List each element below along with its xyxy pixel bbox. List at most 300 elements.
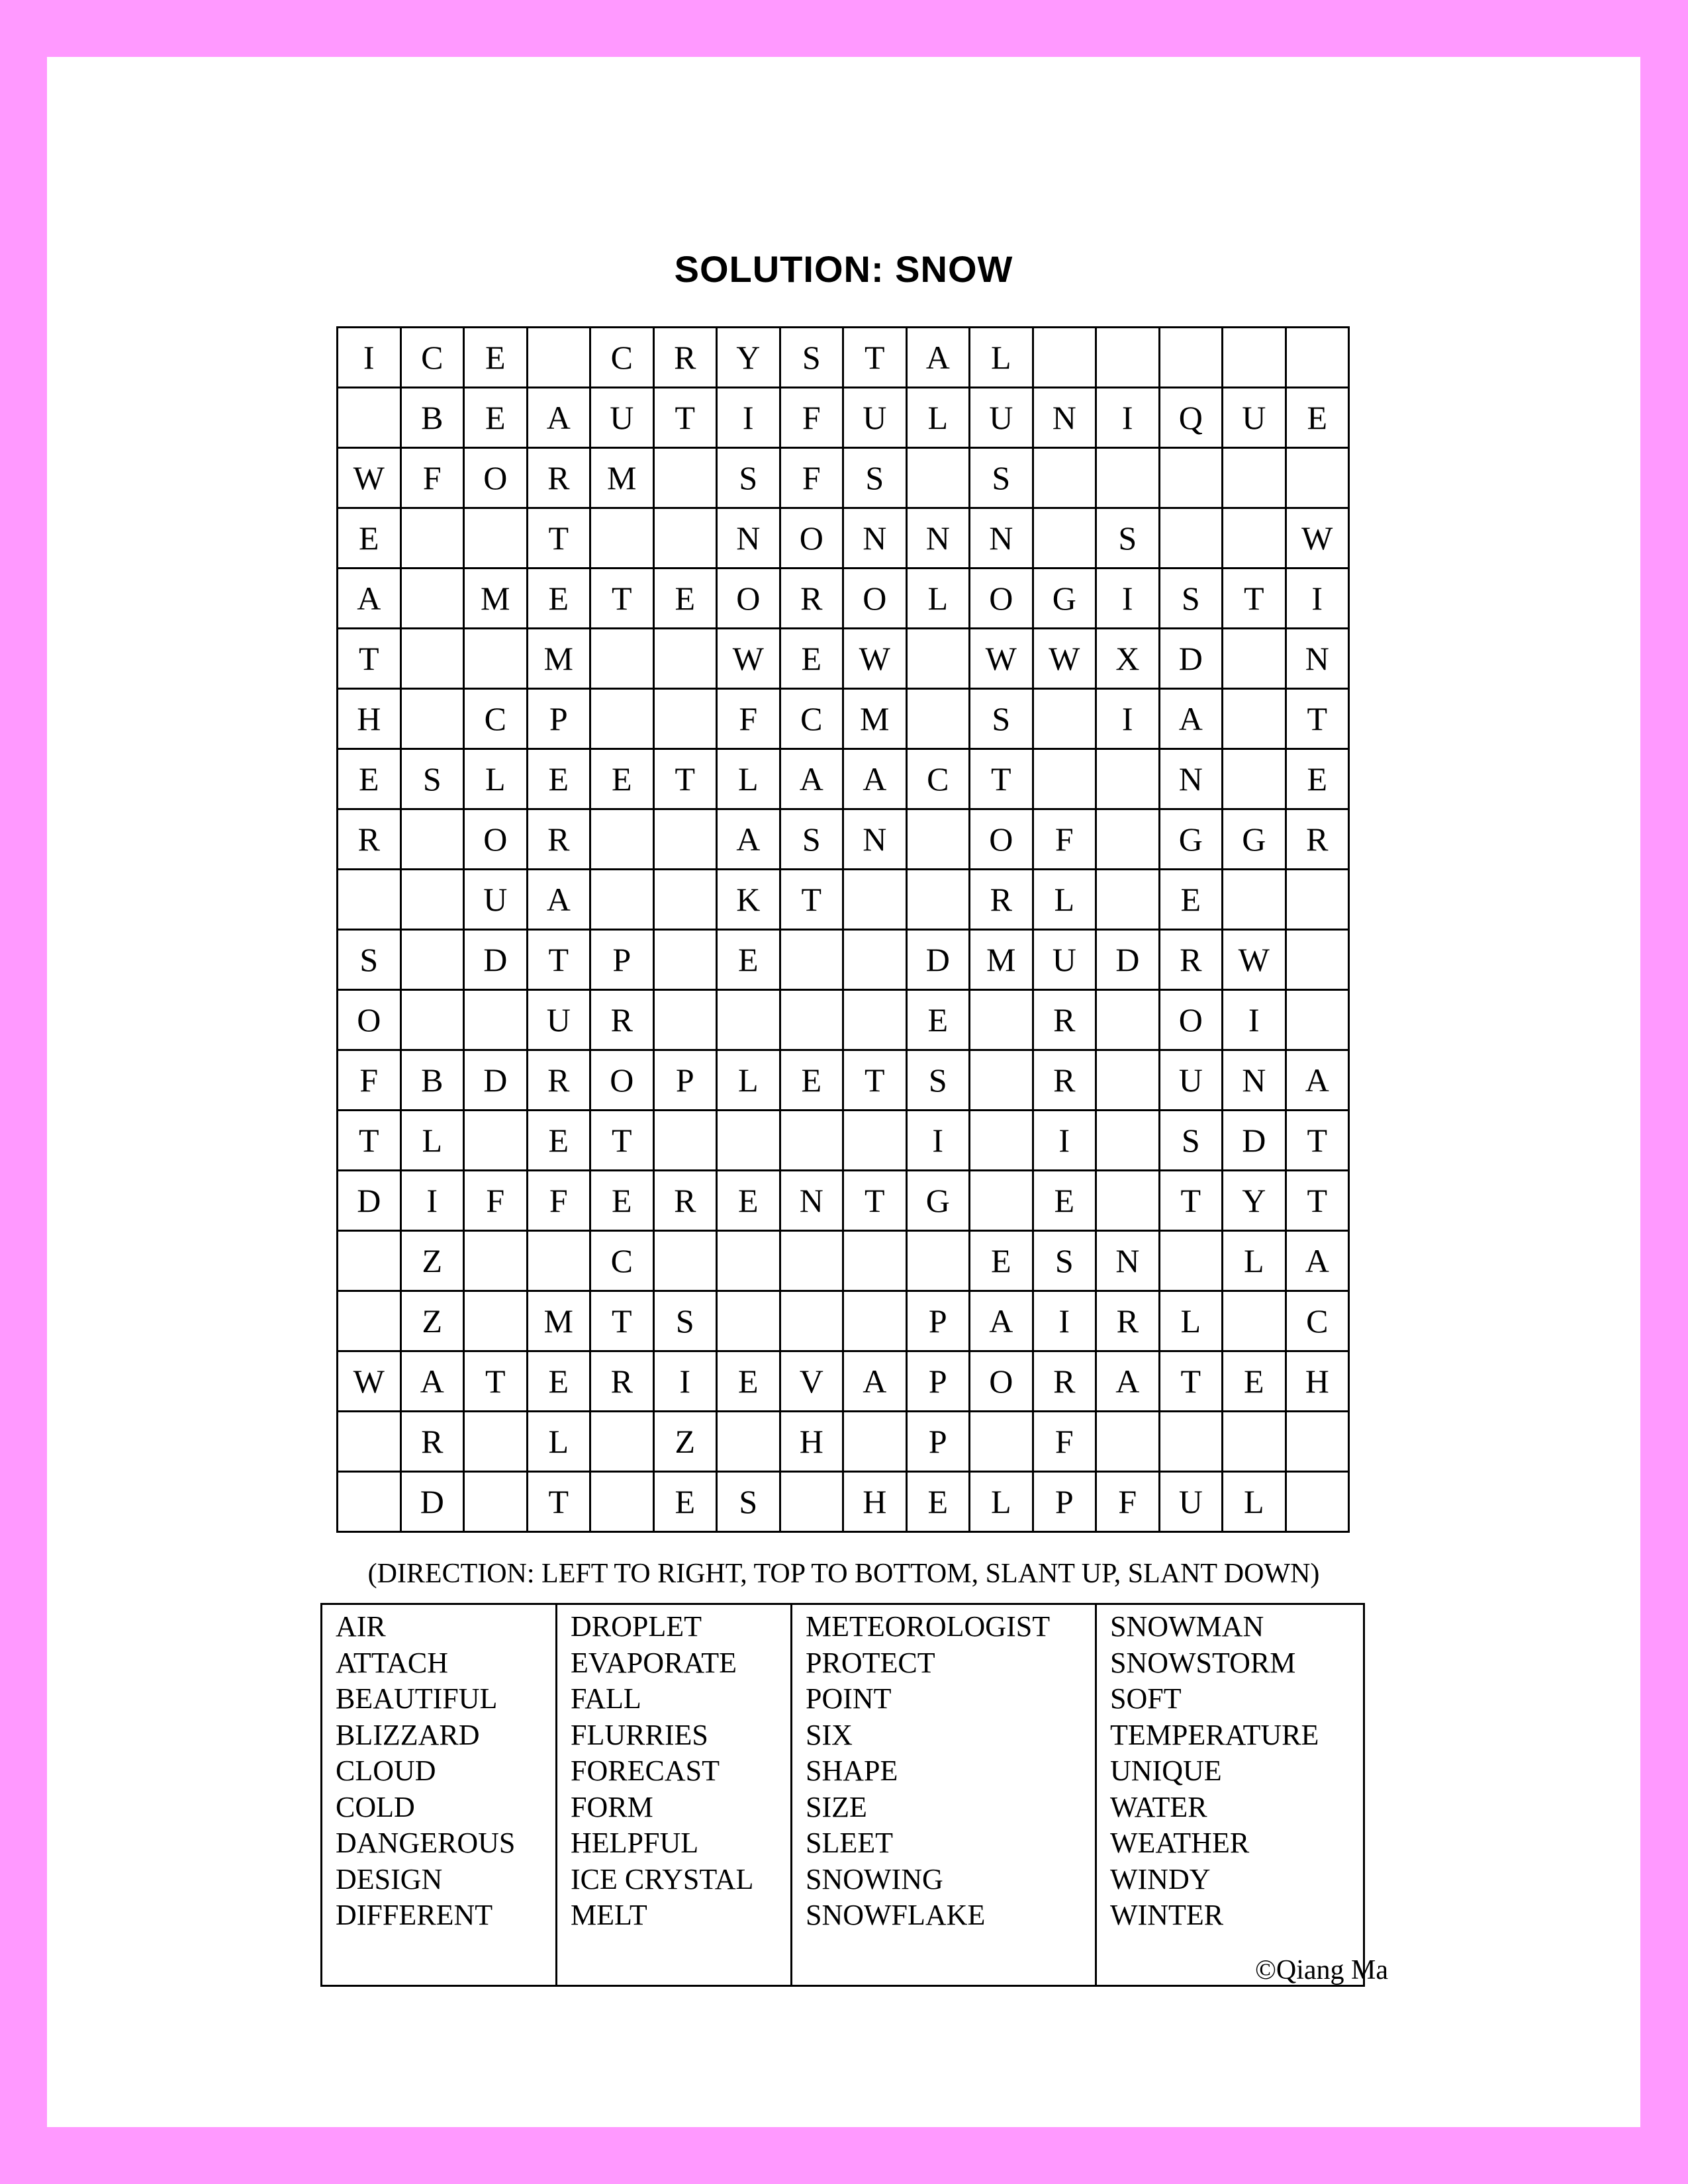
grid-cell: [655, 509, 718, 569]
grid-cell: [338, 1292, 402, 1352]
grid-cell: E: [718, 931, 781, 991]
grid-cell: L: [970, 328, 1034, 388]
grid-cell: A: [528, 870, 592, 931]
grid-cell: T: [591, 1111, 655, 1171]
grid-cell: U: [1034, 931, 1098, 991]
grid-cell: R: [402, 1412, 465, 1473]
grid-cell: K: [718, 870, 781, 931]
grid-cell: S: [781, 328, 845, 388]
direction-note: (DIRECTION: LEFT TO RIGHT, TOP TO BOTTOM, SLANT UP, SLANT DOWN): [367, 1559, 1320, 1589]
grid-cell: I: [338, 328, 402, 388]
grid-cell: S: [1160, 569, 1224, 629]
grid-cell: A: [844, 750, 908, 810]
grid-cell: D: [465, 931, 528, 991]
word-list-item: SIZE: [806, 1790, 867, 1823]
grid-cell: N: [844, 810, 908, 870]
grid-cell: [1097, 870, 1160, 931]
grid-cell: R: [1034, 1051, 1098, 1111]
grid-cell: O: [844, 569, 908, 629]
grid-cell: E: [528, 1352, 592, 1412]
grid-cell: M: [844, 690, 908, 750]
grid-cell: G: [1223, 810, 1287, 870]
grid-cell: [1223, 1292, 1287, 1352]
grid-cell: [1097, 328, 1160, 388]
word-list-item: FORM: [571, 1790, 653, 1823]
grid-cell: E: [781, 629, 845, 690]
grid-cell: [781, 1232, 845, 1292]
word-list-item: FLURRIES: [571, 1718, 708, 1751]
grid-cell: E: [338, 750, 402, 810]
grid-cell: C: [908, 750, 971, 810]
grid-cell: R: [655, 1171, 718, 1232]
grid-cell: R: [528, 449, 592, 509]
grid-cell: [528, 1232, 592, 1292]
word-list-item: MELT: [571, 1899, 647, 1931]
grid-cell: O: [970, 1352, 1034, 1412]
grid-cell: E: [908, 1473, 971, 1533]
word-list-column: [792, 1605, 1097, 1985]
grid-cell: [1287, 1473, 1350, 1533]
word-list-item: COLD: [336, 1790, 415, 1823]
grid-cell: C: [591, 1232, 655, 1292]
grid-cell: I: [1034, 1111, 1098, 1171]
grid-cell: [465, 1232, 528, 1292]
grid-cell: A: [844, 1352, 908, 1412]
grid-cell: [465, 1412, 528, 1473]
grid-cell: F: [528, 1171, 592, 1232]
grid-cell: A: [908, 328, 971, 388]
grid-cell: [655, 1232, 718, 1292]
grid-cell: Z: [402, 1292, 465, 1352]
word-list-item: SNOWSTORM: [1110, 1646, 1296, 1679]
grid-cell: O: [781, 509, 845, 569]
grid-cell: [655, 449, 718, 509]
word-list-item: SIX: [806, 1718, 853, 1751]
grid-cell: D: [1097, 931, 1160, 991]
grid-cell: [1223, 1412, 1287, 1473]
grid-cell: [338, 870, 402, 931]
grid-cell: [908, 690, 971, 750]
grid-cell: T: [591, 1292, 655, 1352]
grid-cell: I: [1287, 569, 1350, 629]
grid-cell: T: [655, 750, 718, 810]
grid-cell: O: [465, 810, 528, 870]
grid-cell: M: [528, 629, 592, 690]
grid-cell: N: [1097, 1232, 1160, 1292]
grid-cell: [655, 870, 718, 931]
grid-cell: [970, 1051, 1034, 1111]
grid-cell: O: [465, 449, 528, 509]
grid-cell: C: [591, 328, 655, 388]
grid-cell: E: [718, 1352, 781, 1412]
grid-cell: [402, 810, 465, 870]
word-list-column: [1097, 1605, 1363, 1985]
grid-cell: [655, 810, 718, 870]
grid-cell: U: [528, 991, 592, 1051]
grid-cell: E: [465, 328, 528, 388]
grid-cell: [1097, 449, 1160, 509]
grid-cell: D: [1223, 1111, 1287, 1171]
word-list-item: DESIGN: [336, 1862, 443, 1895]
grid-cell: T: [844, 1051, 908, 1111]
grid-cell: F: [781, 449, 845, 509]
word-list-item: AIR: [336, 1610, 386, 1643]
word-list-item: METEOROLOGIST: [806, 1610, 1051, 1643]
grid-cell: [844, 1232, 908, 1292]
grid-cell: T: [781, 870, 845, 931]
grid-cell: W: [1223, 931, 1287, 991]
grid-cell: H: [1287, 1352, 1350, 1412]
grid-cell: [1223, 328, 1287, 388]
grid-cell: T: [338, 629, 402, 690]
grid-cell: [591, 690, 655, 750]
grid-cell: E: [591, 1171, 655, 1232]
grid-cell: O: [1160, 991, 1224, 1051]
grid-cell: B: [402, 1051, 465, 1111]
word-list-item: SLEET: [806, 1827, 893, 1859]
grid-cell: T: [1160, 1171, 1224, 1232]
grid-cell: I: [1097, 388, 1160, 449]
word-list-item: ATTACH: [336, 1646, 449, 1679]
grid-cell: L: [970, 1473, 1034, 1533]
grid-cell: E: [1160, 870, 1224, 931]
grid-cell: E: [781, 1051, 845, 1111]
grid-cell: P: [908, 1292, 971, 1352]
grid-cell: T: [528, 509, 592, 569]
grid-cell: N: [1223, 1051, 1287, 1111]
grid-cell: Z: [655, 1412, 718, 1473]
grid-cell: R: [1160, 931, 1224, 991]
grid-cell: [1287, 1412, 1350, 1473]
grid-cell: C: [402, 328, 465, 388]
grid-cell: F: [465, 1171, 528, 1232]
grid-cell: E: [1287, 750, 1350, 810]
grid-cell: F: [402, 449, 465, 509]
grid-cell: N: [1160, 750, 1224, 810]
grid-cell: [1223, 509, 1287, 569]
grid-cell: [1160, 449, 1224, 509]
grid-cell: C: [465, 690, 528, 750]
grid-cell: [402, 509, 465, 569]
grid-cell: U: [465, 870, 528, 931]
grid-cell: T: [844, 1171, 908, 1232]
grid-cell: U: [1223, 388, 1287, 449]
grid-cell: [465, 1292, 528, 1352]
grid-cell: [465, 1473, 528, 1533]
grid-cell: [591, 1412, 655, 1473]
word-list-item: ICE CRYSTAL: [571, 1862, 754, 1895]
grid-cell: Q: [1160, 388, 1224, 449]
grid-cell: [1034, 750, 1098, 810]
grid-cell: P: [655, 1051, 718, 1111]
word-list-table: [320, 1603, 1365, 1987]
copyright: ©Qiang Ma: [1255, 1955, 1389, 1985]
grid-cell: [1160, 1412, 1224, 1473]
grid-cell: [402, 931, 465, 991]
grid-cell: Y: [718, 328, 781, 388]
grid-cell: [591, 629, 655, 690]
grid-cell: T: [1287, 1171, 1350, 1232]
grid-cell: [908, 449, 971, 509]
grid-cell: [1097, 991, 1160, 1051]
grid-cell: P: [528, 690, 592, 750]
grid-cell: S: [1160, 1111, 1224, 1171]
grid-cell: A: [1287, 1232, 1350, 1292]
grid-cell: [1223, 449, 1287, 509]
grid-cell: R: [528, 1051, 592, 1111]
grid-cell: [1034, 449, 1098, 509]
grid-cell: [338, 1232, 402, 1292]
grid-cell: [591, 1473, 655, 1533]
grid-cell: T: [528, 1473, 592, 1533]
grid-cell: L: [718, 1051, 781, 1111]
grid-cell: U: [1160, 1473, 1224, 1533]
grid-cell: F: [1034, 1412, 1098, 1473]
word-list-item: BEAUTIFUL: [336, 1682, 498, 1715]
word-list-item: CLOUD: [336, 1754, 436, 1787]
grid-cell: [1223, 629, 1287, 690]
grid-cell: E: [1223, 1352, 1287, 1412]
grid-cell: A: [1160, 690, 1224, 750]
grid-cell: R: [781, 569, 845, 629]
word-list-item: PROTECT: [806, 1646, 935, 1679]
grid-cell: [1223, 870, 1287, 931]
grid-cell: A: [528, 388, 592, 449]
grid-cell: L: [1223, 1473, 1287, 1533]
grid-cell: S: [718, 1473, 781, 1533]
grid-cell: E: [465, 388, 528, 449]
grid-cell: L: [908, 569, 971, 629]
word-list-item: EVAPORATE: [571, 1646, 737, 1679]
grid-cell: U: [844, 388, 908, 449]
grid-cell: W: [338, 1352, 402, 1412]
grid-cell: P: [908, 1352, 971, 1412]
grid-cell: [718, 1232, 781, 1292]
grid-cell: L: [908, 388, 971, 449]
grid-cell: [1097, 1412, 1160, 1473]
grid-cell: F: [781, 388, 845, 449]
grid-cell: L: [465, 750, 528, 810]
word-list-item: HELPFUL: [571, 1827, 699, 1859]
grid-cell: B: [402, 388, 465, 449]
worksheet-page: [47, 57, 1640, 2127]
grid-cell: C: [1287, 1292, 1350, 1352]
grid-cell: R: [591, 1352, 655, 1412]
grid-cell: [908, 870, 971, 931]
grid-cell: L: [1223, 1232, 1287, 1292]
grid-cell: [1097, 1111, 1160, 1171]
grid-cell: M: [465, 569, 528, 629]
grid-cell: R: [1287, 810, 1350, 870]
grid-cell: O: [591, 1051, 655, 1111]
grid-cell: [718, 1292, 781, 1352]
grid-cell: W: [718, 629, 781, 690]
grid-cell: R: [338, 810, 402, 870]
grid-cell: [591, 810, 655, 870]
grid-cell: [402, 870, 465, 931]
grid-cell: O: [970, 569, 1034, 629]
grid-cell: [1160, 328, 1224, 388]
grid-cell: A: [970, 1292, 1034, 1352]
grid-cell: [844, 931, 908, 991]
word-list-item: SNOWMAN: [1110, 1610, 1264, 1643]
grid-cell: [465, 991, 528, 1051]
grid-cell: [844, 1412, 908, 1473]
grid-cell: N: [718, 509, 781, 569]
grid-cell: R: [591, 991, 655, 1051]
grid-cell: [1287, 328, 1350, 388]
grid-cell: [655, 931, 718, 991]
grid-cell: T: [465, 1352, 528, 1412]
grid-cell: A: [781, 750, 845, 810]
grid-cell: [844, 1111, 908, 1171]
grid-cell: [781, 931, 845, 991]
grid-cell: I: [1034, 1292, 1098, 1352]
grid-cell: E: [338, 509, 402, 569]
grid-cell: [655, 991, 718, 1051]
grid-cell: S: [718, 449, 781, 509]
grid-cell: E: [655, 1473, 718, 1533]
grid-cell: L: [1034, 870, 1098, 931]
word-list-item: SNOWFLAKE: [806, 1899, 986, 1931]
grid-cell: [970, 1412, 1034, 1473]
grid-cell: [970, 1111, 1034, 1171]
word-list-item: DIFFERENT: [336, 1899, 493, 1931]
grid-cell: T: [844, 328, 908, 388]
word-list-item: FALL: [571, 1682, 641, 1715]
grid-cell: N: [908, 509, 971, 569]
word-list-item: FORECAST: [571, 1754, 720, 1787]
grid-cell: A: [718, 810, 781, 870]
grid-cell: P: [591, 931, 655, 991]
grid-cell: G: [1034, 569, 1098, 629]
grid-cell: U: [1160, 1051, 1224, 1111]
grid-cell: [402, 991, 465, 1051]
grid-cell: T: [1223, 569, 1287, 629]
grid-cell: [781, 1111, 845, 1171]
grid-cell: D: [465, 1051, 528, 1111]
grid-cell: V: [781, 1352, 845, 1412]
grid-cell: T: [591, 569, 655, 629]
grid-cell: R: [1097, 1292, 1160, 1352]
grid-cell: I: [402, 1171, 465, 1232]
grid-cell: I: [655, 1352, 718, 1412]
grid-cell: N: [844, 509, 908, 569]
word-list-item: UNIQUE: [1110, 1754, 1222, 1787]
grid-cell: [781, 1473, 845, 1533]
grid-cell: A: [402, 1352, 465, 1412]
grid-cell: S: [781, 810, 845, 870]
grid-cell: [1223, 690, 1287, 750]
grid-cell: T: [1287, 690, 1350, 750]
grid-cell: M: [528, 1292, 592, 1352]
grid-cell: [1097, 810, 1160, 870]
grid-cell: T: [655, 388, 718, 449]
word-list-item: BLIZZARD: [336, 1718, 480, 1751]
grid-cell: [528, 328, 592, 388]
grid-cell: F: [1097, 1473, 1160, 1533]
grid-cell: [1223, 750, 1287, 810]
grid-cell: [655, 690, 718, 750]
grid-cell: R: [970, 870, 1034, 931]
grid-cell: [908, 1232, 971, 1292]
grid-cell: [338, 1412, 402, 1473]
grid-cell: [908, 629, 971, 690]
grid-cell: A: [338, 569, 402, 629]
word-list-item: SNOWING: [806, 1862, 943, 1895]
grid-cell: T: [1287, 1111, 1350, 1171]
grid-cell: S: [338, 931, 402, 991]
grid-cell: P: [908, 1412, 971, 1473]
grid-cell: S: [970, 449, 1034, 509]
grid-cell: Z: [402, 1232, 465, 1292]
grid-cell: [465, 629, 528, 690]
grid-cell: I: [1097, 569, 1160, 629]
grid-cell: [1097, 750, 1160, 810]
grid-cell: W: [970, 629, 1034, 690]
word-list-item: DROPLET: [571, 1610, 702, 1643]
grid-cell: [1097, 1051, 1160, 1111]
grid-cell: R: [1034, 1352, 1098, 1412]
grid-cell: [1097, 1171, 1160, 1232]
grid-cell: [844, 870, 908, 931]
grid-cell: W: [844, 629, 908, 690]
grid-cell: [1034, 509, 1098, 569]
grid-cell: [338, 388, 402, 449]
grid-cell: G: [1160, 810, 1224, 870]
grid-cell: H: [781, 1412, 845, 1473]
grid-cell: F: [1034, 810, 1098, 870]
grid-cell: [844, 991, 908, 1051]
grid-cell: E: [718, 1171, 781, 1232]
grid-cell: E: [1287, 388, 1350, 449]
grid-cell: R: [655, 328, 718, 388]
grid-cell: E: [528, 1111, 592, 1171]
grid-cell: [402, 690, 465, 750]
word-list-item: TEMPERATURE: [1110, 1718, 1319, 1751]
grid-cell: [591, 509, 655, 569]
grid-cell: R: [528, 810, 592, 870]
grid-cell: X: [1097, 629, 1160, 690]
grid-cell: I: [1223, 991, 1287, 1051]
grid-cell: D: [908, 931, 971, 991]
grid-cell: W: [1034, 629, 1098, 690]
word-list-column: [322, 1605, 557, 1985]
grid-cell: T: [528, 931, 592, 991]
word-list-item: WATER: [1110, 1790, 1207, 1823]
grid-cell: [781, 991, 845, 1051]
grid-cell: [591, 870, 655, 931]
grid-cell: W: [338, 449, 402, 509]
grid-cell: [655, 1111, 718, 1171]
grid-cell: U: [591, 388, 655, 449]
grid-cell: N: [781, 1171, 845, 1232]
page-title: SOLUTION: SNOW: [674, 248, 1013, 290]
word-list-column: [557, 1605, 792, 1985]
grid-cell: [1287, 931, 1350, 991]
word-list-item: SHAPE: [806, 1754, 898, 1787]
grid-cell: R: [1034, 991, 1098, 1051]
grid-cell: N: [1034, 388, 1098, 449]
grid-cell: [1287, 870, 1350, 931]
word-list-item: SOFT: [1110, 1682, 1182, 1715]
grid-cell: D: [1160, 629, 1224, 690]
grid-cell: [844, 1292, 908, 1352]
grid-cell: E: [655, 569, 718, 629]
grid-cell: S: [1034, 1232, 1098, 1292]
grid-cell: [970, 1171, 1034, 1232]
grid-cell: S: [970, 690, 1034, 750]
